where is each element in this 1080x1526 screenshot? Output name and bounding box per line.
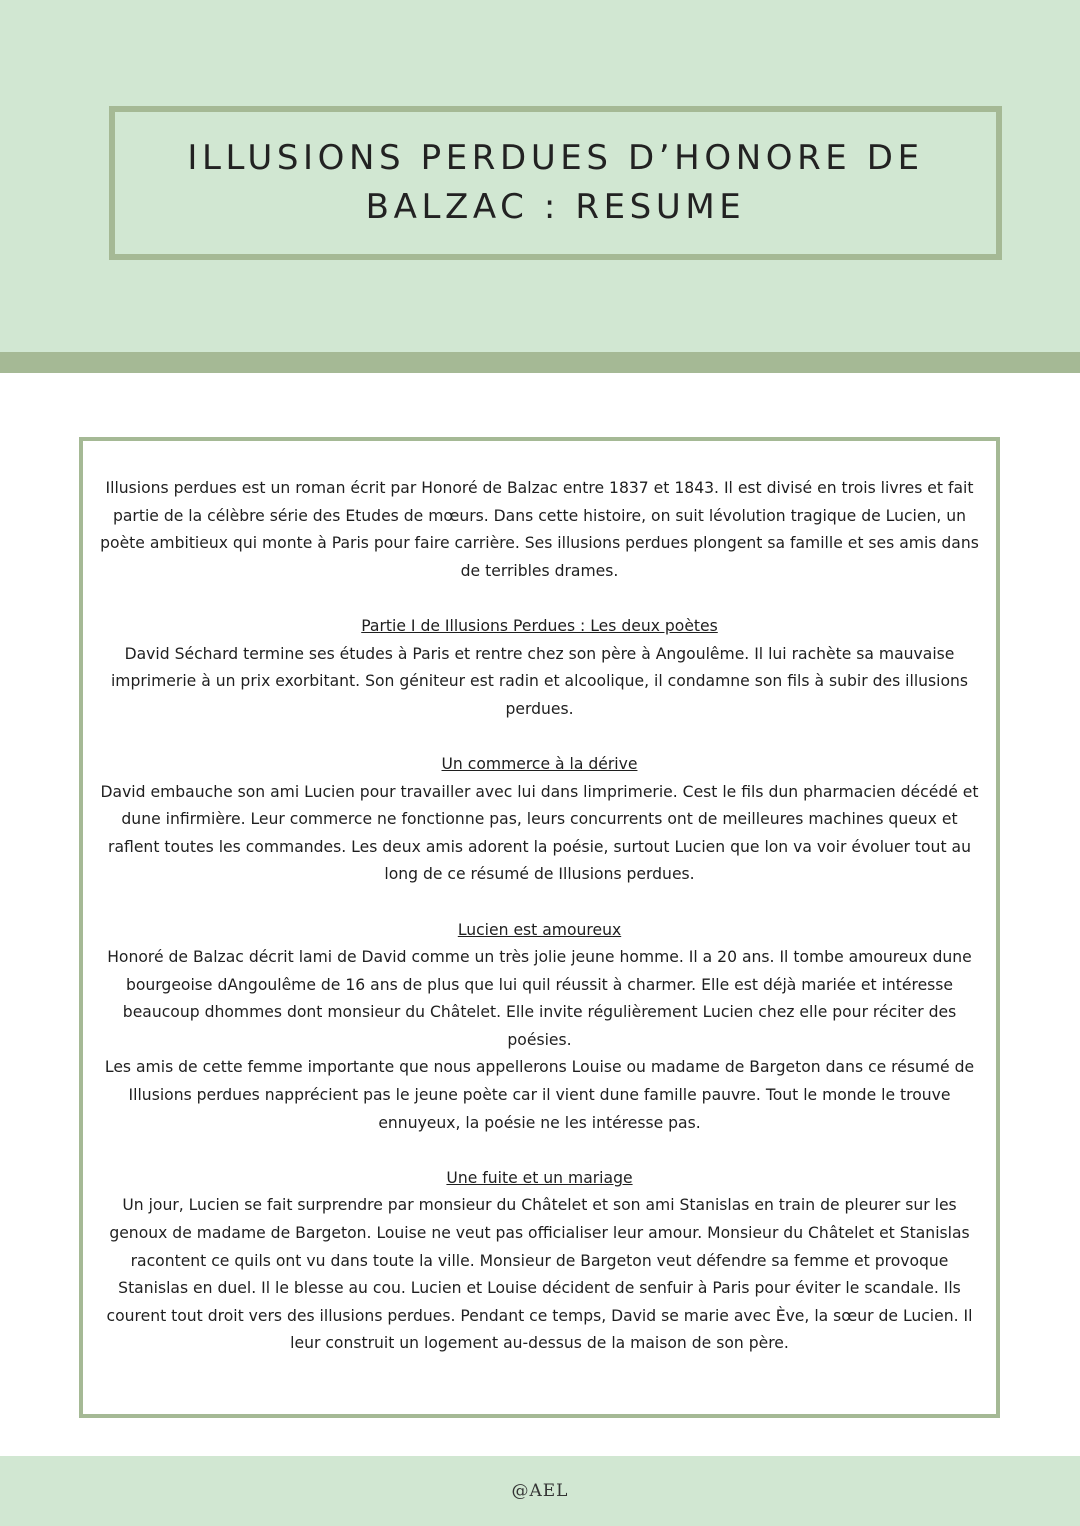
section-title: Une fuite et un mariage bbox=[446, 1168, 633, 1187]
section-lucien-amoureux bbox=[99, 917, 980, 1138]
section-title: Un commerce à la dérive bbox=[441, 754, 638, 773]
section-paragraph: Honoré de Balzac décrit lami de David comme un très jolie jeune homme. Il a 20 ans. Il tombe amoureux dune bourgeoise dAngoulême de 16 ans de plus que lui quil réussit à charmer. Elle est déjà mariée et intéresse beaucoup dhommes dont monsieur du Châtelet. Elle invite régulièrement Lucien chez elle pour réciter des poésies. bbox=[107, 948, 972, 1049]
title-frame bbox=[109, 106, 1002, 260]
section-paragraph: David Séchard termine ses études à Paris et rentre chez son père à Angoulême. Il lui rachète sa mauvaise imprimerie à un prix exorbitant. Son géniteur est radin et alcoolique, il condamne son fils à subir des illusions perdues. bbox=[110, 644, 969, 718]
intro-paragraph: Illusions perdues est un roman écrit par Honoré de Balzac entre 1837 et 1843. Il est divisé en trois livres et fait partie de la célèbre série des Etudes de mœurs. Dans cette histoire, on suit lévolution tragique de Lucien, un poète ambitieux qui monte à Paris pour faire carrière. Ses illusions perdues plongent sa famille et ses amis dans de terribles drames. bbox=[100, 479, 979, 580]
section-paragraph: Un jour, Lucien se fait surprendre par monsieur du Châtelet et son ami Stanislas en train de pleurer sur les genoux de madame de Bargeton. Louise ne veut pas officialiser leur amour. Monsieur du Châtelet et Stanislas racontent ce quils ont vu dans toute la ville. Monsieur de Bargeton veut défendre sa femme et provoque Stanislas en duel. Il le blesse au cou. Lucien et Louise décident de senfuir à Paris pour éviter le scandale. Ils courent tout droit vers des illusions perdues. Pendant ce temps, David se marie avec Ève, la sœur de Lucien. Il leur construit un logement au-dessus de la maison de son père. bbox=[106, 1196, 973, 1353]
page-title: ILLUSIONS PERDUES D’HONORE DE BALZAC : RESUME bbox=[187, 138, 924, 227]
section-part-one bbox=[99, 613, 980, 723]
header-divider-stripe bbox=[0, 352, 1080, 373]
section-title: Partie I de Illusions Perdues : Les deux poètes bbox=[361, 616, 718, 635]
section-paragraph: Les amis de cette femme importante que nous appellerons Louise ou madame de Bargeton dans ce résumé de Illusions perdues napprécient pas le jeune poète car il vient dune famille pauvre. Tout le monde le trouve ennuyeux, la poésie ne les intéresse pas. bbox=[104, 1058, 975, 1132]
section-paragraph: David embauche son ami Lucien pour travailler avec lui dans limprimerie. Cest le fils dun pharmacien décédé et dune infirmière. Leur commerce ne fonctionne pas, leurs concurrents ont de meilleures machines queux et raflent toutes les commandes. Les deux amis adorent la poésie, surtout Lucien que lon va voir évoluer tout au long de ce résumé de Illusions perdues. bbox=[100, 782, 979, 884]
footer-band bbox=[0, 1456, 1080, 1526]
author-handle: @AEL bbox=[511, 1481, 569, 1501]
section-fuite-mariage bbox=[99, 1165, 980, 1358]
section-title: Lucien est amoureux bbox=[457, 920, 622, 939]
summary-body bbox=[99, 475, 980, 1358]
section-commerce bbox=[99, 751, 980, 889]
summary-frame bbox=[79, 437, 1000, 1418]
